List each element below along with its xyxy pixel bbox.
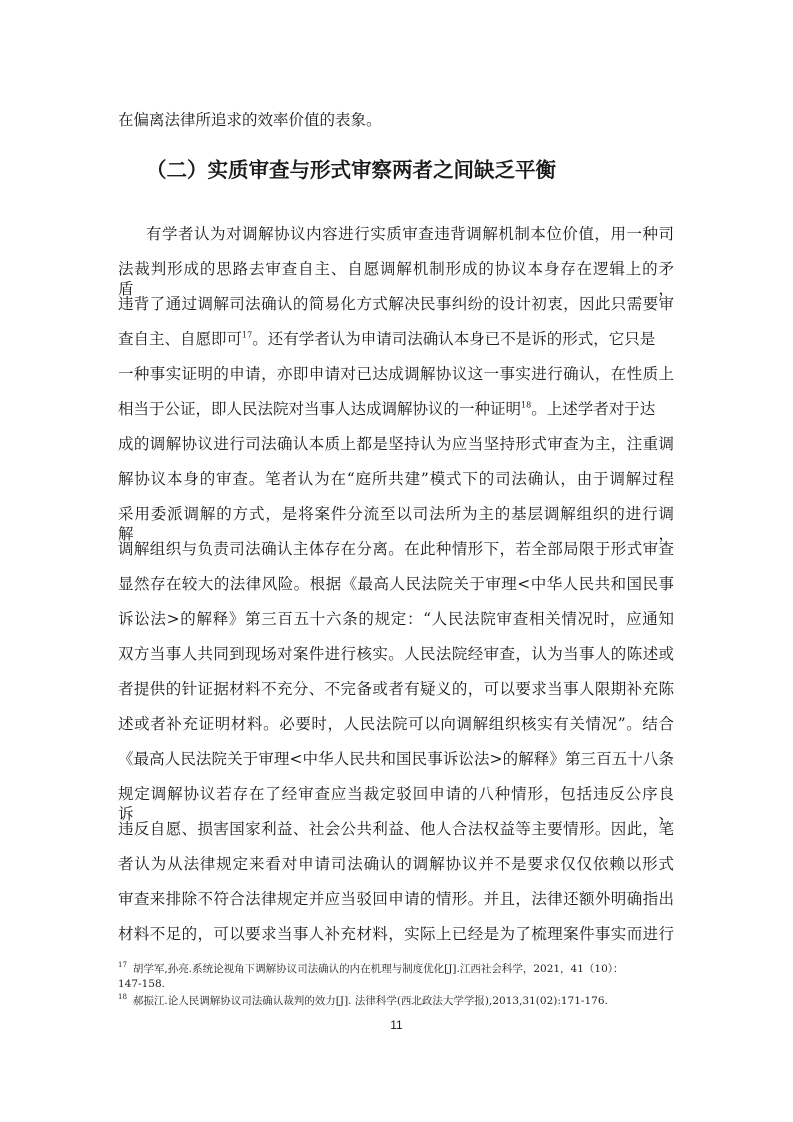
paragraph-line — [118, 399, 674, 419]
text-segment: 。还有学者认为申请司法确认本身已不是诉的形式，它只是 — [252, 330, 656, 348]
footnote-17 — [118, 962, 624, 976]
paragraph-line: 一种事实证明的申请，亦即申请对已达成调解协议这一事实进行确认，在性质上 — [118, 365, 674, 383]
text-segment: 。上述学者对于达 — [531, 400, 656, 418]
section-heading: （二）实质审查与形式审察两者之间缺乏平衡 — [146, 158, 556, 182]
footnote-text: 胡学军,孙亮.系统论视角下调解协议司法确认的内在机理与制度优化[J].江西社会科学，2021，41（10）： — [132, 963, 624, 975]
paragraph-line: 审查来排除不符合法律规定并应当驳回申请的情形。并且，法律还额外明确指出 — [118, 890, 674, 908]
paragraph-line: 解协议本身的审查。笔者认为在“庭所共建”模式下的司法确认，由于调解过程 — [118, 470, 674, 488]
paragraph-line: 显然存在较大的法律风险。根据《最高人民法院关于审理<中华人民共和国民事 — [118, 575, 674, 593]
footnote-18 — [118, 994, 608, 1008]
footnote-reference[interactable]: 18 — [521, 400, 532, 410]
paragraph-line: 者认为从法律规定来看对申请司法确认的调解协议并不是要求仅仅依赖以形式 — [118, 855, 674, 873]
footnote-mark: 18 — [118, 993, 127, 1002]
paragraph-tail: 在偏离法律所追求的效率价值的表象。 — [118, 111, 382, 129]
paragraph-line: 诉讼法>的解释》第三百五十六条的规定：“人民法院审查相关情况时，应通知 — [118, 610, 674, 628]
paragraph-line: 者提供的针证据材料不充分、不完备或者有疑义的，可以要求当事人限期补充陈 — [118, 680, 674, 698]
page-number: 11 — [390, 1018, 403, 1032]
paragraph-line: 《最高人民法院关于审理<中华人民共和国民事诉讼法>的解释》第三百五十八条 — [118, 750, 674, 768]
paragraph-line: 法裁判形成的思路去审查自主、自愿调解机制形成的协议本身存在逻辑上的矛盾， — [118, 260, 674, 298]
footnote-text: 郝振江.论人民调解协议司法确认裁判的效力[J]. 法律科学(西北政法大学学报),2013,31(02):171-176. — [132, 995, 608, 1007]
paragraph-line: 规定调解协议若存在了经审查应当裁定驳回申请的八种情形，包括违反公序良诉、 — [118, 785, 674, 823]
paragraph-line: 有学者认为对调解协议内容进行实质审查违背调解机制本位价值，用一种司 — [146, 225, 674, 243]
text-segment: 相当于公证，即人民法院对当事人达成调解协议的一种证明 — [118, 400, 522, 418]
paragraph-line: 违背了通过调解司法确认的简易化方式解决民事纠纷的设计初衷，因此只需要审 — [118, 295, 674, 313]
paragraph-line: 材料不足的，可以要求当事人补充材料，实际上已经是为了梳理案件事实而进行 — [118, 925, 674, 943]
footnote-reference[interactable]: 17 — [242, 330, 253, 340]
paragraph-line: 违反自愿、损害国家利益、社会公共利益、他人合法权益等主要情形。因此，笔 — [118, 820, 674, 838]
paragraph-line: 双方当事人共同到现场对案件进行核实。人民法院经审查，认为当事人的陈述或 — [118, 645, 674, 663]
paragraph-line: 采用委派调解的方式，是将案件分流至以司法所为主的基层调解组织的进行调解， — [118, 505, 674, 543]
paragraph-line: 调解组织与负责司法确认主体存在分离。在此种情形下，若全部局限于形式审查 — [118, 540, 674, 558]
text-segment: 查自主、自愿即可 — [118, 330, 243, 348]
paragraph-line: 述或者补充证明材料。必要时，人民法院可以向调解组织核实有关情况”。结合 — [118, 715, 674, 733]
footnote-17-continuation: 147-158. — [118, 978, 165, 990]
paragraph-line: 成的调解协议进行司法确认本质上都是坚持认为应当坚持形式审查为主，注重调 — [118, 435, 674, 453]
footnote-mark: 17 — [118, 961, 127, 970]
paragraph-line — [118, 329, 674, 349]
